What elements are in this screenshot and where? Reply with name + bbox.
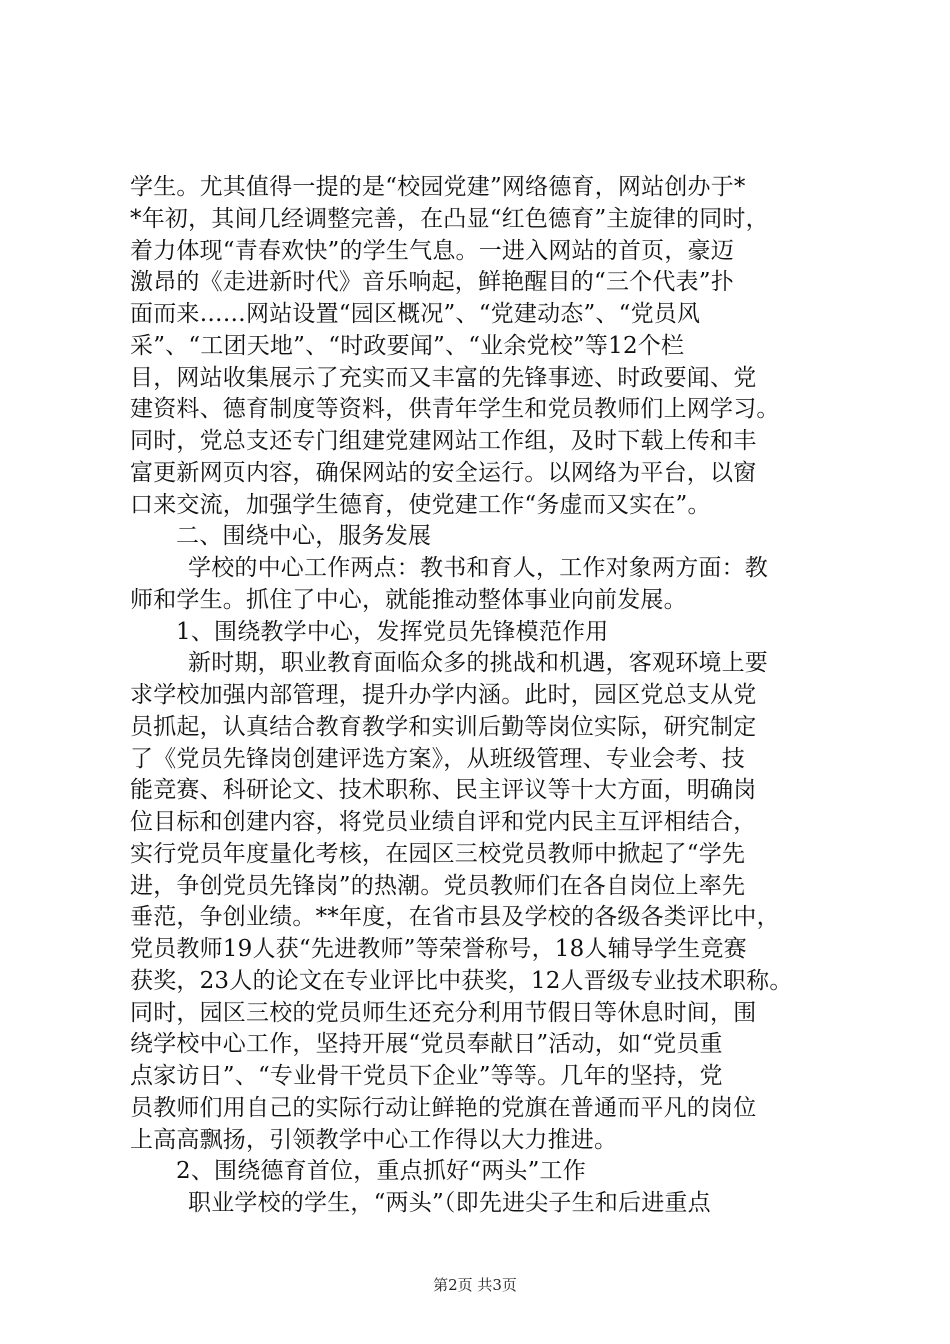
subsection-heading: 1、围绕教学中心，发挥党员先锋模范作用 <box>176 618 609 645</box>
text-line: 着力体现“青春欢快”的学生气息。一进入网站的首页，豪迈 <box>130 237 734 264</box>
text-line: 实行党员年度量化考核，在园区三校党员教师中掀起了“学先 <box>130 840 746 867</box>
text-line: *年初，其间几经调整完善，在凸显“红色德育”主旋律的同时， <box>130 205 769 232</box>
text-line: 目，网站收集展示了充实而又丰富的先锋事迹、时政要闻、党 <box>130 364 757 391</box>
text-line: 能竞赛、科研论文、技术职称、民主评议等十大方面，明确岗 <box>130 777 757 804</box>
text-line: 位目标和创建内容，将党员业绩自评和党内民主互评相结合， <box>130 809 757 835</box>
text-line: 上高高飘扬，引领教学中心工作得以大力推进。 <box>130 1126 618 1153</box>
text-line: 点家访日”、“专业骨干党员下企业”等等。几年的坚持，党 <box>130 1063 723 1089</box>
text-line: 师和学生。抓住了中心，就能推动整体事业向前发展。 <box>130 586 687 613</box>
page-footer <box>0 1275 950 1295</box>
text-line: 学校的中心工作两点：教书和育人，工作对象两方面：教 <box>188 555 768 581</box>
text-line: 同时，园区三校的党员师生还充分利用节假日等休息时间，围 <box>130 999 757 1026</box>
text-line: 口来交流，加强学生德育，使党建工作“务虚而又实在”。 <box>130 491 711 518</box>
page-number: 第2页 共3页 <box>433 1276 517 1294</box>
text-line: 了《党员先锋岗创建评选方案》，从班级管理、专业会考、技 <box>130 745 745 772</box>
text-line: 采”、“工团天地”、“时政要闻”、“业余党校”等12个栏 <box>130 332 685 359</box>
body-text <box>130 172 830 1220</box>
text-line: 垂范，争创业绩。**年度，在省市县及学校的各级各类评比中， <box>130 904 780 931</box>
text-line: 富更新网页内容，确保网站的安全运行。以网络为平台，以窗 <box>130 459 757 486</box>
text-line: 激昂的《走进新时代》音乐响起，鲜艳醒目的“三个代表”扑 <box>130 269 734 296</box>
text-line: 面而来……网站设置“园区概况”、“党建动态”、“党员风 <box>130 301 701 327</box>
section-heading: 二、围绕中心，服务发展 <box>176 523 432 550</box>
text-line: 同时，党总支还专门组建党建网站工作组，及时下载上传和丰 <box>130 428 757 454</box>
subsection-heading: 2、围绕德育首位，重点抓好“两头”工作 <box>176 1158 586 1185</box>
text-line: 获奖，23人的论文在专业评比中获奖，12人晋级专业技术职称。 <box>130 967 793 994</box>
text-line: 进，争创党员先锋岗”的热潮。党员教师们在各自岗位上率先 <box>130 872 746 899</box>
text-line: 新时期，职业教育面临众多的挑战和机遇，客观环境上要 <box>188 650 768 677</box>
text-line: 职业学校的学生，“两头”（即先进尖子生和后进重点 <box>188 1190 711 1216</box>
text-line: 党员教师19人获“先进教师”等荣誉称号，18人辅导学生竞赛 <box>130 936 747 962</box>
text-line: 员抓起，认真结合教育教学和实训后勤等岗位实际，研究制定 <box>130 713 757 740</box>
text-line: 绕学校中心工作，坚持开展“党员奉献日”活动，如“党员重 <box>130 1031 723 1058</box>
text-line: 学生。尤其值得一提的是“校园党建”网络德育，网站创办于* <box>130 174 746 200</box>
text-line: 求学校加强内部管理，提升办学内涵。此时，园区党总支从党 <box>130 682 757 708</box>
text-line: 员教师们用自己的实际行动让鲜艳的党旗在普通而平凡的岗位 <box>130 1094 757 1121</box>
text-line: 建资料、德育制度等资料，供青年学生和党员教师们上网学习。 <box>130 396 780 423</box>
